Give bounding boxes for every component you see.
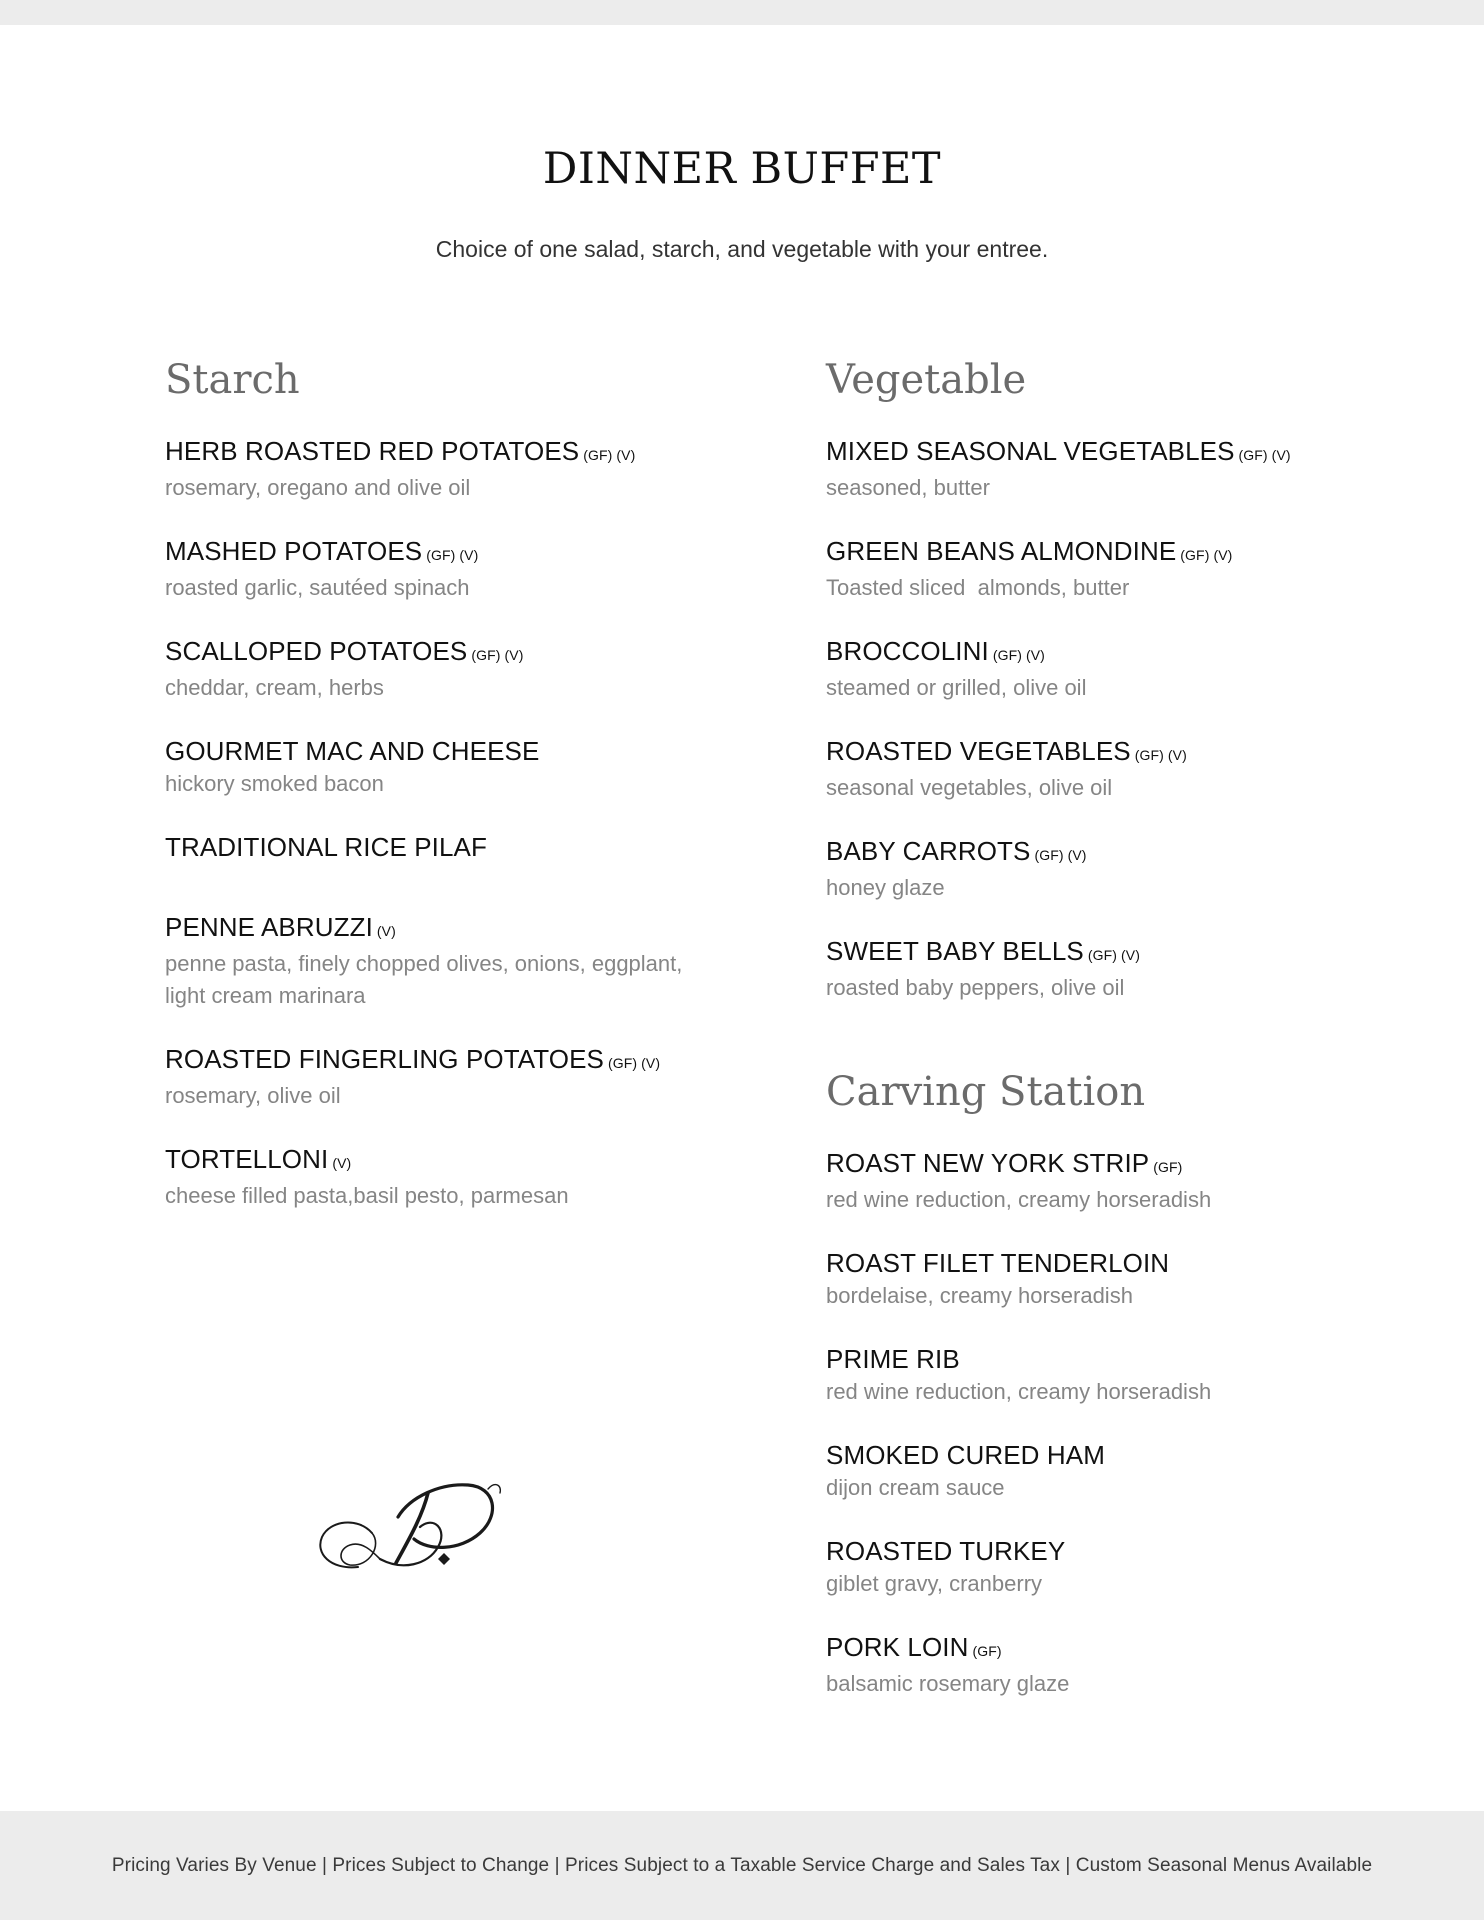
section-heading-starch: Starch xyxy=(165,357,300,403)
section-heading-vegetable: Vegetable xyxy=(826,357,1027,403)
item-description: seasoned, butter xyxy=(826,475,990,500)
menu-item xyxy=(826,1438,1366,1504)
diet-tags: (GF) (V) xyxy=(1087,947,1140,963)
diet-tags: (GF) (V) xyxy=(1134,747,1187,763)
item-description: hickory smoked bacon xyxy=(165,771,384,796)
section-heading-carving: Carving Station xyxy=(826,1069,1146,1115)
item-name: ROASTED TURKEY xyxy=(826,1536,1066,1566)
menu-item xyxy=(826,1246,1366,1312)
item-description: rosemary, oregano and olive oil xyxy=(165,475,471,500)
menu-item xyxy=(165,1042,705,1112)
vegetable-list xyxy=(826,434,1366,1004)
menu-item xyxy=(826,834,1366,904)
item-name: SMOKED CURED HAM xyxy=(826,1440,1105,1470)
item-name: ROAST FILET TENDERLOIN xyxy=(826,1248,1170,1278)
menu-item xyxy=(826,434,1366,504)
item-name: GOURMET MAC AND CHEESE xyxy=(165,736,540,766)
item-description: balsamic rosemary glaze xyxy=(826,1671,1070,1696)
item-name: ROAST NEW YORK STRIP xyxy=(826,1148,1150,1178)
item-description: steamed or grilled, olive oil xyxy=(826,675,1087,700)
diet-tags: (GF) (V) xyxy=(471,647,524,663)
item-name: PORK LOIN xyxy=(826,1632,969,1662)
item-description: rosemary, olive oil xyxy=(165,1083,341,1108)
item-name: MIXED SEASONAL VEGETABLES xyxy=(826,436,1235,466)
item-description: roasted baby peppers, olive oil xyxy=(826,975,1125,1000)
diet-tags: (V) xyxy=(376,923,396,939)
item-name: TRADITIONAL RICE PILAF xyxy=(165,832,487,862)
diet-tags: (V) xyxy=(332,1155,352,1171)
diet-tags: (GF) xyxy=(972,1643,1002,1659)
diet-tags: (GF) (V) xyxy=(1238,447,1291,463)
item-name: ROASTED FINGERLING POTATOES xyxy=(165,1044,604,1074)
item-name: BABY CARROTS xyxy=(826,836,1031,866)
diet-tags: (GF) (V) xyxy=(1180,547,1233,563)
vegetable-carving-column xyxy=(826,352,1366,1730)
item-name: SCALLOPED POTATOES xyxy=(165,636,468,666)
menu-item xyxy=(165,910,705,1012)
item-description: giblet gravy, cranberry xyxy=(826,1571,1043,1596)
item-description: dijon cream sauce xyxy=(826,1475,1005,1500)
diet-tags: (GF) (V) xyxy=(426,547,479,563)
menu-item xyxy=(165,534,705,604)
menu-item xyxy=(826,934,1366,1004)
item-name: HERB ROASTED RED POTATOES xyxy=(165,436,580,466)
item-description: red wine reduction, creamy horseradish xyxy=(826,1379,1212,1404)
starch-list xyxy=(165,434,705,1212)
item-description: Toasted sliced almonds, butter xyxy=(826,575,1130,600)
diet-tags: (GF) (V) xyxy=(1034,847,1087,863)
menu-item xyxy=(165,434,705,504)
item-description: red wine reduction, creamy horseradish xyxy=(826,1187,1212,1212)
menu-item xyxy=(165,1142,705,1212)
item-name: GREEN BEANS ALMONDINE xyxy=(826,536,1177,566)
item-name: SWEET BABY BELLS xyxy=(826,936,1084,966)
carving-list xyxy=(826,1146,1366,1700)
menu-item xyxy=(826,634,1366,704)
item-description: penne pasta, finely chopped olives, onions, eggplant, light cream marinara xyxy=(165,951,683,1008)
item-description: seasonal vegetables, olive oil xyxy=(826,775,1113,800)
item-description: honey glaze xyxy=(826,875,945,900)
menu-item xyxy=(165,734,705,800)
item-name: TORTELLONI xyxy=(165,1144,329,1174)
item-description: bordelaise, creamy horseradish xyxy=(826,1283,1133,1308)
page-subtitle: Choice of one salad, starch, and vegetable with your entree. xyxy=(435,236,1049,262)
monogram-p-icon xyxy=(310,1475,505,1575)
item-description: roasted garlic, sautéed spinach xyxy=(165,575,470,600)
menu-item xyxy=(826,1534,1366,1600)
item-name: ROASTED VEGETABLES xyxy=(826,736,1131,766)
footer xyxy=(0,1811,1484,1920)
item-description: cheese filled pasta,basil pesto, parmesan xyxy=(165,1183,569,1208)
top-band xyxy=(0,0,1484,25)
starch-column xyxy=(165,352,705,1242)
diet-tags: (GF) (V) xyxy=(608,1055,661,1071)
menu-item xyxy=(826,534,1366,604)
item-description: cheddar, cream, herbs xyxy=(165,675,384,700)
menu-item xyxy=(826,1342,1366,1408)
item-name: BROCCOLINI xyxy=(826,636,989,666)
diet-tags: (GF) (V) xyxy=(583,447,636,463)
menu-item xyxy=(165,634,705,704)
item-name: MASHED POTATOES xyxy=(165,536,423,566)
menu-item xyxy=(826,1630,1366,1700)
diet-tags: (GF) (V) xyxy=(992,647,1045,663)
item-name: PENNE ABRUZZI xyxy=(165,912,373,942)
diet-tags: (GF) xyxy=(1153,1159,1183,1175)
menu-item xyxy=(826,734,1366,804)
footer-disclaimer: Pricing Varies By Venue | Prices Subject to Change | Prices Subject to a Taxable Service Charge and Sales Tax | Custom Seasonal Menus Available xyxy=(111,1854,1373,1876)
menu-item xyxy=(165,830,705,864)
page-title: DINNER BUFFET xyxy=(542,144,942,194)
menu-item xyxy=(826,1146,1366,1216)
item-name: PRIME RIB xyxy=(826,1344,960,1374)
